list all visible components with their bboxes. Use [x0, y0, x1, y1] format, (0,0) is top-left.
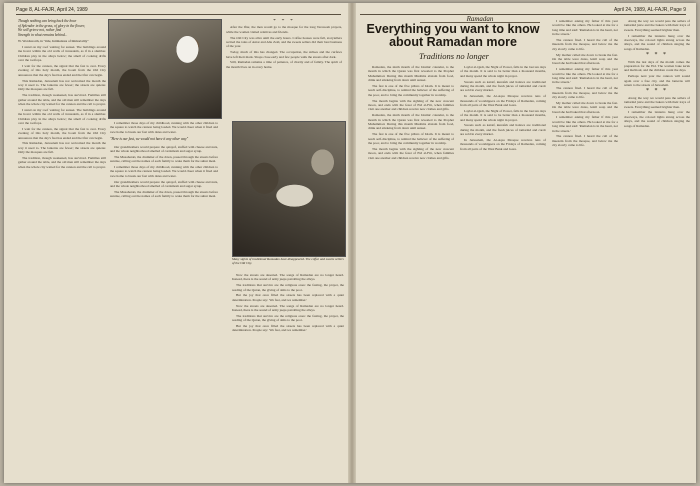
paragraph: But the joy that once filled the streets has been replaced with a quiet determination. People say: 'We fast, and we remember.' — [232, 324, 344, 333]
section-stars: * * * — [646, 52, 668, 59]
paragraph: I remember asking my father if this year would be like the others. He looked at me for a long time and said: 'Ramadan is in the heart, not in the streets.' — [552, 115, 618, 133]
paragraph: The tradition, though weakened, has survived. Families still gather around the table, and the old men still remember the days when the whole city waited for the cannon and the call to prayer. — [18, 93, 106, 107]
paragraph: In Jerusalem, the Al-Aqsa Mosque receives tens of thousands of worshippers on the Fridays of Ramadan, coming from all parts of the West Bank and Gaza. — [460, 94, 546, 108]
article-column-5 — [368, 65, 454, 477]
paragraph: I remember the lanterns hung over the doorways, the colored lights strung across the alleys, and the sound of children singing the songs of Ramadan. — [624, 33, 690, 51]
header-right: April 24, 1989, AL-FAJR, Page 9 — [614, 7, 686, 13]
article-column-8 — [624, 19, 690, 477]
paragraph: Laylat al-Qadr, the Night of Power, falls in the last ten days of the month. It is said to be better than a thousand months, and many spend the whole night in prayer. — [460, 65, 546, 78]
article-column-7 — [552, 19, 618, 477]
paragraph: The fast is one of the five pillars of Islam. It is meant to teach self-discipline, to remind the believer of the suffering of the poor, and to bring the community together in worship. — [368, 84, 454, 97]
paragraph: Still, Ramadan remains a time of patience, of charity and of family. The spirit of the month lives on in every home. — [226, 60, 342, 69]
paragraph: I stand on my roof waiting for sunset. The buildings around me hover within the old walls of Jerusalem, as if in a slumber. Children play in the alleys below; the smell of cooking drifts over the rooftops. — [18, 107, 106, 126]
paragraph: Our grandmothers would prepare the qatayef, stuffed with cheese and nuts, and the whole neighborhood smelled of cardamom and sugar syrup. — [110, 179, 218, 189]
paragraph: Along the way we would pass the sellers of tamarind juice and the bakers with their trays of sweets. Everything seemed brighter then. — [624, 19, 690, 32]
paragraph: Now the streets are deserted. The songs of Ramadan are no longer heard. Instead, there is the sound of army jeeps patrolling the alleys. — [232, 303, 344, 313]
paragraph: In Jerusalem, the Al-Aqsa Mosque receives tens of thousands of worshippers on the Fridays of Ramadan, coming from all parts of the West Bank and Gaza. — [460, 138, 546, 151]
paragraph: The Old City was alive until the early hours. Coffee houses were full, storytellers recited the tales of Antar and Abu Zeid, and the sweets sellers did their best business of the year. — [226, 35, 342, 49]
page-gutter — [348, 3, 356, 483]
header-rule-left — [16, 14, 341, 15]
paragraph: The tradition, though weakened, has survived. Families still gather around the table, and the old men still remember the days when the whole city waited for the cannon and the call to prayer. — [18, 156, 106, 169]
pull-quote: "Here is our fast, we would not have it any other way" — [110, 137, 189, 142]
paragraph: This Ramadan, Jerusalem has not welcomed the month the way it used to. The lanterns are fewer; the streets are quieter. Only the mosques are full. — [18, 141, 106, 155]
article-column-6 — [460, 65, 546, 477]
article-column-1 — [18, 45, 106, 477]
photo-caption: Many sights of traditional Ramadan have disappeared. The coffee and sweets sellers of the Old City. — [232, 257, 344, 266]
paragraph: Our grandmothers would prepare the qatayef, stuffed with cheese and nuts, and the whole neighborhood smelled of cardamom and sugar syrup. — [110, 144, 218, 154]
paragraph: The traditions that survive are the religious ones: the fasting, the prayer, the reading of the Quran, the giving of alms to the poor. — [232, 313, 344, 323]
photo-elderly-man — [108, 19, 222, 119]
paragraph: Along the way we would pass the sellers of tamarind juice and the bakers with their trays of sweets. Everything seemed brighter then. — [624, 95, 690, 109]
paragraph: Laylat al-Qadr, the Night of Power, falls in the last ten days of the month. It is said to be better than a thousand months, and many spend the whole night in prayer. — [460, 108, 546, 122]
paragraph: The month begins with the sighting of the new crescent moon, and ends with the feast of Eid al-Fitr, when families visit one another and children receive new clothes and gifts. — [368, 146, 454, 160]
paragraph: After the Iftar, the men would go to the mosque for the long Taraweeh prayers, while the women visited relatives and friends. — [226, 25, 342, 34]
paragraph: My mother called me down to break the fast. On the table were dates, lentil soup and the bread she had baked that afternoon. — [552, 52, 618, 66]
paragraph: I remember asking my father if this year would be like the others. He looked at me for a long time and said: 'Ramadan is in the heart, not in the streets.' — [552, 19, 618, 37]
poem-attribution: W. Wordsworth, in "Ode, Intimations of Immortality" — [18, 39, 89, 44]
paragraph: This Ramadan, Jerusalem has not welcomed the month the way it used to. The lanterns are fewer; the streets are quieter. Only the mosques are full. — [18, 78, 106, 92]
paragraph: I remember the lanterns hung over the doorways, the colored lights strung across the alleys, and the sound of children singing the songs of Ramadan. — [624, 110, 690, 128]
paragraph: The cannon fired. I heard the call of the muezzin from the mosque, and below me the city slowly came to life. — [552, 38, 618, 51]
paragraph: Today, much of this has changed. The occupation, the strikes and the curfews have left their mark. Shops close early and few people walk the streets after dark. — [226, 50, 342, 59]
newspaper-spread — [4, 3, 696, 483]
section-stars: * * * — [646, 88, 668, 95]
paragraph: But the joy that once filled the streets has been replaced with a quiet determination. People say: 'We fast, and we remember.' — [232, 293, 344, 302]
poem-line: Strength in what remains behind... — [18, 32, 68, 37]
header-left: Page 8, AL-FAJR, April 24, 1989 — [16, 7, 88, 13]
photo-old-city-sellers — [232, 121, 346, 257]
headline: Everything you want to know about Ramadan more — [366, 22, 540, 49]
poem-line: of Splendor in the grass, of glory in the flower, — [18, 23, 85, 28]
paragraph: The Musaharati, the drummer of the dawn, passed through the streets before sunrise, calling out the names of each family to wake them for the suhur meal. — [110, 154, 218, 164]
paragraph: The fast is one of the five pillars of Islam. It is meant to teach self-discipline, to remind the believer of the suffering of the poor, and to bring the community together in worship. — [368, 132, 454, 146]
paragraph: I wait for the cannon, the signal that the fast is over. Every evening of this holy month, the boom from the Old City announces that the day's fast has ended and the iftar can begin. — [18, 126, 106, 140]
paragraph: I remember asking my father if this year would be like the others. He looked at me for a long time and said: 'Ramadan is in the heart, not in the streets.' — [552, 67, 618, 85]
subheadline: Traditions no longer — [419, 51, 489, 61]
paragraph: The month begins with the sighting of the new crescent moon, and ends with the feast of Eid al-Fitr, when families visit one another and children receive new clothes and gifts. — [368, 98, 454, 112]
paragraph: I remember those days of my childhood, running with the other children to the square to watch the cannon being loaded. We would cheer when it fired and race home to break our fast with dates and water. — [110, 121, 218, 134]
article-column-2 — [110, 121, 218, 477]
article-column-4 — [232, 273, 344, 477]
poem-line: Though nothing can bring back the hour — [18, 19, 77, 23]
paragraph: My mother called me down to break the fast. On the table were dates, lentil soup and the bread she had baked that afternoon. — [552, 100, 618, 114]
article-column-3 — [226, 19, 342, 117]
paragraph: Perhaps next year the cannon will sound again over a free city, and the lanterns will return to the streets of Jerusalem. — [624, 74, 690, 88]
poem-line: We will grieve not, rather find — [18, 28, 62, 33]
section-kicker: Ramadan — [466, 15, 494, 23]
paragraph: Sweets such as kataif, kunafeh and halawa are traditional during the month, and the fresh juices of tamarind and carob are sold in every market. — [460, 123, 546, 137]
paragraph: The cannon fired. I heard the call of the muezzin from the mosque, and below me the city slowly came to life. — [552, 134, 618, 148]
paragraph: I stand on my roof waiting for sunset. The buildings around me hover within the old walls of Jerusalem, as if in a slumber. Children play in the alleys below; the smell of cooking drifts over the rooftops. — [18, 45, 106, 63]
paragraph: Sweets such as kataif, kunafeh and halawa are traditional during the month, and the fresh juices of tamarind and carob are sold in every market. — [460, 79, 546, 93]
paragraph: Now the streets are deserted. The songs of Ramadan are no longer heard. Instead, there is the sound of army jeeps patrolling the alleys. — [232, 273, 344, 282]
paragraph: The traditions that survive are the religious ones: the fasting, the prayer, the reading of the Quran, the giving of alms to the poor. — [232, 283, 344, 292]
epigraph-poem — [18, 19, 106, 44]
paragraph: Ramadan, the ninth month of the Islamic calendar, is the month in which the Quran was first revealed to the Prophet Muhammad. During this month Muslims abstain from food, drink and smoking from dawn until sunset. — [368, 65, 454, 83]
paragraph: The Musaharati, the drummer of the dawn, passed through the streets before sunrise, calling out the names of each family to wake them for the suhur meal. — [110, 189, 218, 199]
paragraph: I remember those days of my childhood, running with the other children to the square to watch the cannon being loaded. We would cheer when it fired and race home to break our fast with dates and water. — [110, 165, 218, 178]
section-stars: * * * — [273, 19, 295, 24]
paragraph: The cannon fired. I heard the call of the muezzin from the mosque, and below me the city slowly came to life. — [552, 86, 618, 100]
paragraph: I wait for the cannon, the signal that the fast is over. Every evening of this holy month, the boom from the Old City announces that the day's fast has ended and the iftar can begin. — [18, 64, 106, 77]
paragraph: Ramadan, the ninth month of the Islamic calendar, is the month in which the Quran was first revealed to the Prophet Muhammad. During this month Muslims abstain from food, drink and smoking from dawn until sunset. — [368, 113, 454, 131]
paragraph: With the last days of the month comes the preparation for the Eid. The women bake ka'ak and ma'moul, and the children count the days. — [624, 59, 690, 73]
